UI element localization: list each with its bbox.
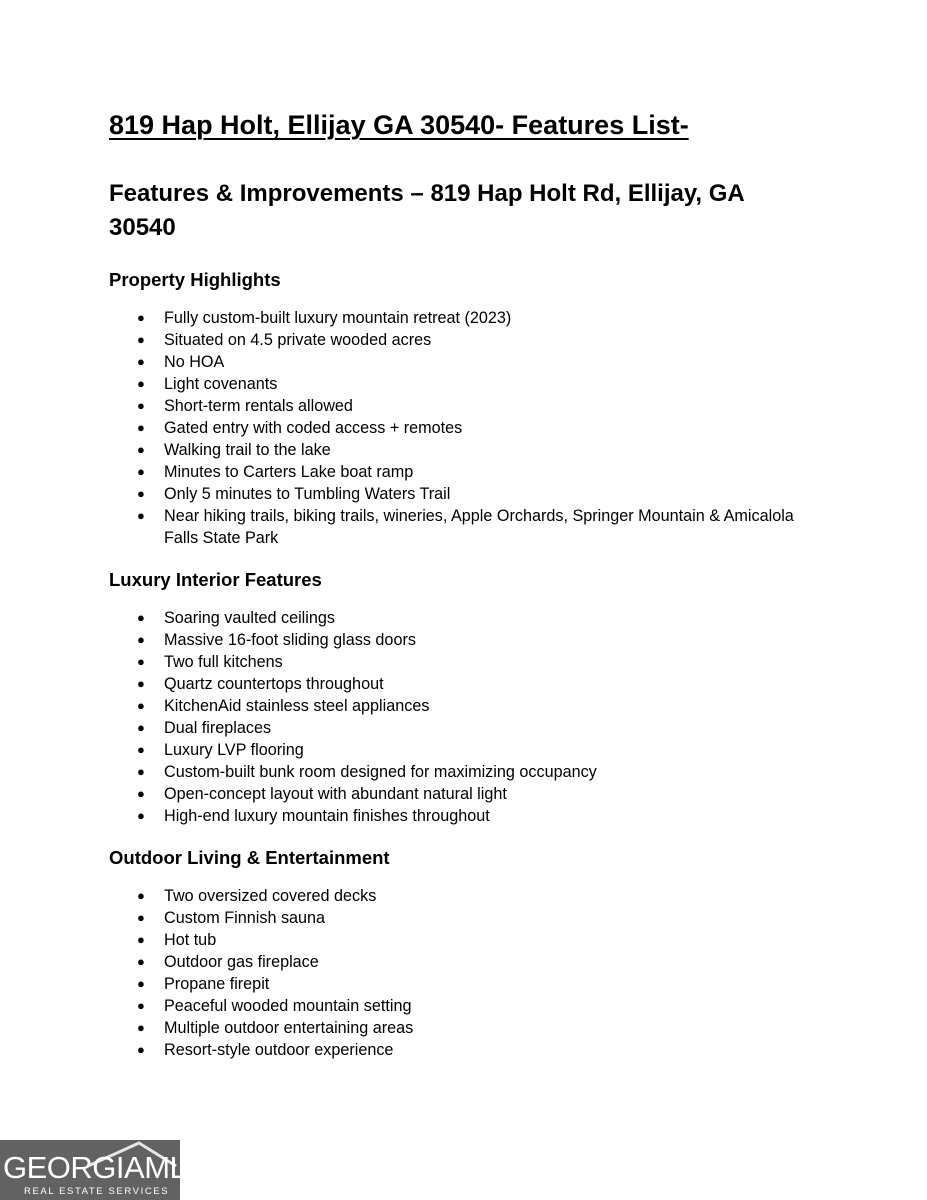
list-item xyxy=(109,651,829,673)
list-item-text: Propane firepit xyxy=(164,975,270,993)
bullet-icon: ● xyxy=(137,486,145,501)
bullet-icon: ● xyxy=(137,610,145,625)
bullet-icon: ● xyxy=(137,508,145,523)
list-item xyxy=(109,783,829,805)
georgia-mls-logo xyxy=(0,1140,207,1200)
logo-sub-text: REAL ESTATE SERVICES xyxy=(24,1186,170,1197)
list-item xyxy=(109,439,829,461)
bullet-icon: ● xyxy=(137,654,145,669)
bullet-icon: ● xyxy=(137,764,145,779)
section-heading: Property Highlights xyxy=(109,269,281,290)
list-item-text: Resort-style outdoor experience xyxy=(164,1041,394,1059)
section-heading: Outdoor Living & Entertainment xyxy=(109,847,390,868)
list-item-text: Quartz countertops throughout xyxy=(164,675,384,693)
list-item-text: Peaceful wooded mountain setting xyxy=(164,997,412,1015)
feature-list xyxy=(109,307,829,549)
list-item-text: Outdoor gas fireplace xyxy=(164,953,319,971)
bullet-icon: ● xyxy=(137,354,145,369)
list-item-text: Luxury LVP flooring xyxy=(164,741,304,759)
list-item xyxy=(109,483,829,505)
list-item-text: Gated entry with coded access + remotes xyxy=(164,419,463,437)
list-item-text: Soaring vaulted ceilings xyxy=(164,609,335,627)
document-subtitle xyxy=(109,177,829,245)
list-item xyxy=(109,885,829,907)
list-item xyxy=(109,417,829,439)
subtitle-line-2: 30540 xyxy=(109,214,176,241)
list-item xyxy=(109,629,829,651)
list-item xyxy=(109,395,829,417)
list-item xyxy=(109,929,829,951)
feature-list xyxy=(109,607,829,827)
list-item-text: Only 5 minutes to Tumbling Waters Trail xyxy=(164,485,451,503)
list-item-text: Two oversized covered decks xyxy=(164,887,377,905)
subtitle-line-1: Features & Improvements – 819 Hap Holt Rd, Ellijay, GA xyxy=(109,180,745,207)
list-item-text: Hot tub xyxy=(164,931,217,949)
bullet-icon: ● xyxy=(137,676,145,691)
list-item-text: Near hiking trails, biking trails, wineries, Apple Orchards, Springer Mountain & Amicalola Falls State Park xyxy=(164,507,794,547)
list-item-text: Light covenants xyxy=(164,375,278,393)
bullet-icon: ● xyxy=(137,932,145,947)
list-item xyxy=(109,739,829,761)
list-item xyxy=(109,761,829,783)
list-item-text: Open-concept layout with abundant natural light xyxy=(164,785,507,803)
feature-list xyxy=(109,885,829,1061)
bullet-icon: ● xyxy=(137,632,145,647)
list-item-text: Walking trail to the lake xyxy=(164,441,331,459)
section-heading: Luxury Interior Features xyxy=(109,569,322,590)
list-item-text: KitchenAid stainless steel appliances xyxy=(164,697,430,715)
bullet-icon: ● xyxy=(137,332,145,347)
list-item-text: High-end luxury mountain finishes throughout xyxy=(164,807,490,825)
bullet-icon: ● xyxy=(137,420,145,435)
list-item-text: Situated on 4.5 private wooded acres xyxy=(164,331,432,349)
bullet-icon: ● xyxy=(137,742,145,757)
list-item xyxy=(109,1017,829,1039)
bullet-icon: ● xyxy=(137,954,145,969)
list-item-text: Multiple outdoor entertaining areas xyxy=(164,1019,414,1037)
list-item xyxy=(109,461,829,483)
list-item-text: Two full kitchens xyxy=(164,653,283,671)
list-item xyxy=(109,505,829,549)
list-item xyxy=(109,805,829,827)
document-title: 819 Hap Holt, Ellijay GA 30540- Features List- xyxy=(109,110,689,140)
bullet-icon: ● xyxy=(137,910,145,925)
list-item xyxy=(109,307,829,329)
bullet-icon: ● xyxy=(137,786,145,801)
list-item-text: Short-term rentals allowed xyxy=(164,397,353,415)
list-item xyxy=(109,673,829,695)
list-item xyxy=(109,717,829,739)
list-item xyxy=(109,329,829,351)
bullet-icon: ● xyxy=(137,976,145,991)
list-item xyxy=(109,373,829,395)
document-page xyxy=(109,105,829,1079)
feature-sections xyxy=(109,267,829,1061)
list-item-text: Custom-built bunk room designed for maximizing occupancy xyxy=(164,763,597,781)
bullet-icon: ● xyxy=(137,720,145,735)
list-item xyxy=(109,907,829,929)
list-item xyxy=(109,607,829,629)
bullet-icon: ● xyxy=(137,376,145,391)
list-item-text: No HOA xyxy=(164,353,225,371)
list-item-text: Minutes to Carters Lake boat ramp xyxy=(164,463,414,481)
bullet-icon: ● xyxy=(137,698,145,713)
bullet-icon: ● xyxy=(137,1042,145,1057)
bullet-icon: ● xyxy=(137,464,145,479)
bullet-icon: ● xyxy=(137,1020,145,1035)
bullet-icon: ● xyxy=(137,310,145,325)
bullet-icon: ● xyxy=(137,442,145,457)
list-item xyxy=(109,951,829,973)
list-item-text: Dual fireplaces xyxy=(164,719,272,737)
list-item-text: Massive 16-foot sliding glass doors xyxy=(164,631,416,649)
list-item xyxy=(109,973,829,995)
bullet-icon: ● xyxy=(137,808,145,823)
bullet-icon: ● xyxy=(137,398,145,413)
list-item xyxy=(109,1039,829,1061)
bullet-icon: ● xyxy=(137,888,145,903)
list-item-text: Fully custom-built luxury mountain retreat (2023) xyxy=(164,309,512,327)
logo-main-text: GEORGIAMLS xyxy=(3,1150,207,1185)
list-item-text: Custom Finnish sauna xyxy=(164,909,326,927)
list-item xyxy=(109,995,829,1017)
list-item xyxy=(109,695,829,717)
bullet-icon: ● xyxy=(137,998,145,1013)
list-item xyxy=(109,351,829,373)
